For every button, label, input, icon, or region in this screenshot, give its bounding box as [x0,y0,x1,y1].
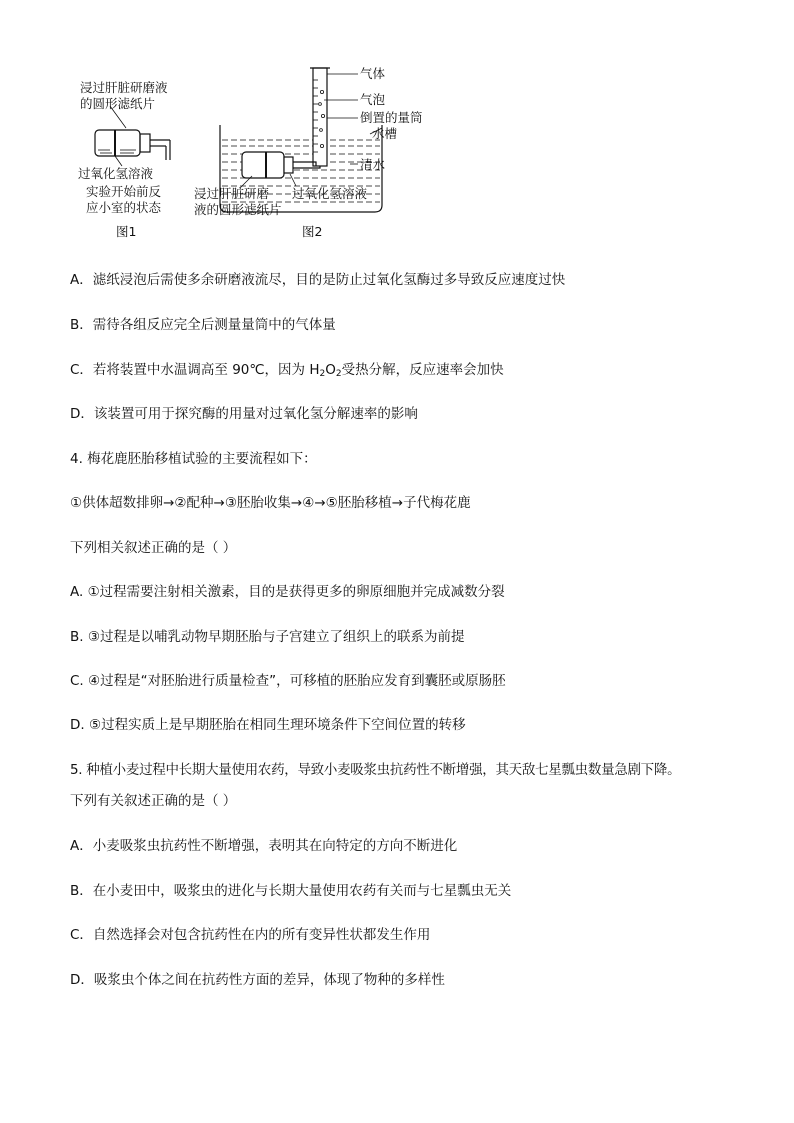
q3-option-c-sub2: 2 [335,369,342,379]
q4-stem: 4. 梅花鹿胚胎移植试验的主要流程如下： [70,451,317,467]
fig2-reaction-chamber [242,152,320,178]
q4-prompt: 下列相关叙述正确的是（ ） [70,540,237,556]
fig1-top-label [80,80,168,112]
q4-option-d: D. ⑤过程实质上是早期胚胎在相同生理环境条件下空间位置的转移 [70,717,466,733]
q3-option-c-text: C．若将装置中水温调高至 90℃，因为 H [70,362,320,378]
q3-option-c-mid: O [325,362,336,378]
q5-stem-line2: 下列有关叙述正确的是（ ） [70,793,237,809]
fig1-top-label-line1: 浸过肝脏研磨液 [80,80,168,95]
q5-option-a: A．小麦吸浆虫抗药性不断增强，表明其在向特定的方向不断进化 [70,838,458,854]
fig2-label-gas: 气体 [360,66,386,81]
fig1-liquid [98,150,136,153]
fig2-label-h2o2: 过氧化氢溶液 [292,186,368,201]
q5-option-c: C．自然选择会对包含抗药性在内的所有变异性状都发生作用 [70,927,431,943]
fig2-label-cylinder: 倒置的量筒 [360,110,423,125]
q3-option-d: D．该装置可用于探究酶的用量对过氧化氢分解速率的影响 [70,406,418,422]
fig2-label-paper-line1: 浸过肝脏研磨 [194,186,270,201]
fig2-title: 图2 [302,224,323,239]
experiment-figure [70,60,423,250]
fig1-caption [86,184,161,216]
q3-option-b: B．需待各组反应完全后测量量筒中的气体量 [70,317,336,333]
fig2-label-water: 清水 [360,157,386,172]
q4-option-b: B. ③过程是以哺乳动物早期胚胎与子宫建立了组织上的联系为前提 [70,629,465,645]
q5-stem-line1: 5. 种植小麦过程中长期大量使用农药，导致小麦吸浆虫抗药性不断增强，其天敌七星瓢虫数量急剧下降。 [70,762,681,778]
q5-option-b: B．在小麦田中，吸浆虫的进化与长期大量使用农药有关而与七星瓢虫无关 [70,883,512,899]
q4-flow: ①供体超数排卵→②配种→③胚胎收集→④→⑤胚胎移植→子代梅花鹿 [70,495,471,511]
fig1-caption-line2: 应小室的状态 [86,200,162,215]
q3-option-c-sub1: 2 [319,369,326,379]
q4-option-a: A. ①过程需要注射相关激素，目的是获得更多的卵原细胞并完成减数分裂 [70,584,505,600]
q3-option-c-tail: 受热分解，反应速率会加快 [341,362,504,378]
fig2-label-bubble: 气泡 [360,92,386,107]
q4-option-c: C. ④过程是“对胚胎进行质量检查”，可移植的胚胎应发育到囊胚或原肠胚 [70,673,506,689]
fig1-reaction-chamber [95,106,170,166]
fig1-top-label-line2: 的圆形滤纸片 [80,96,156,111]
fig1-bottom-label: 过氧化氢溶液 [78,166,154,181]
fig2-label-paper-line2: 液的圆形滤纸片 [194,202,282,217]
q3-option-a: A．滤纸浸泡后需使多余研磨液流尽，目的是防止过氧化氢酶过多导致反应速度过快 [70,272,566,288]
fig2-label-paper [194,186,282,218]
fig1-caption-line1: 实验开始前反 [86,184,162,199]
fig1-title: 图1 [116,224,137,239]
fig2-inverted-cylinder [310,68,330,166]
q5-option-d: D．吸浆虫个体之间在抗药性方面的差异，体现了物种的多样性 [70,972,445,988]
fig2-label-tank: 水槽 [372,126,398,141]
q3-option-c [70,358,504,379]
